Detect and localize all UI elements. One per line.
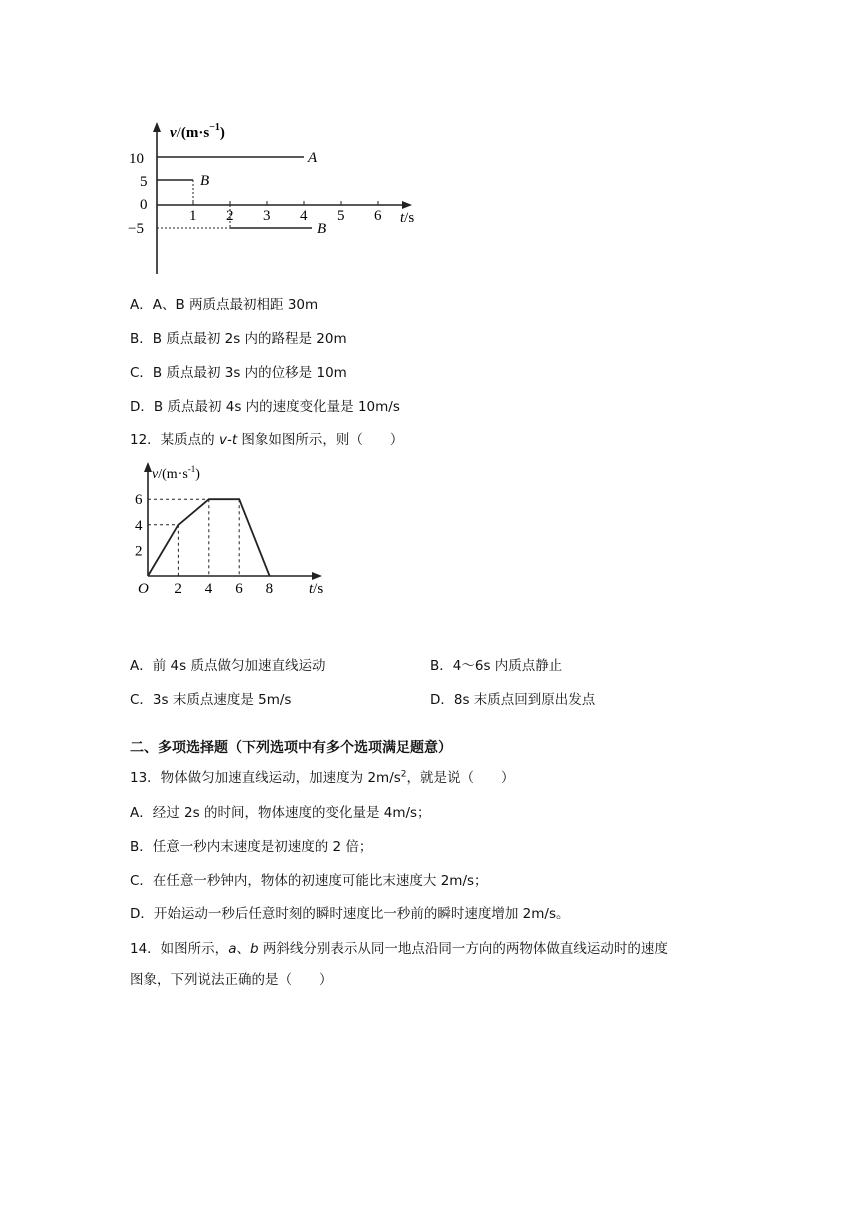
q12-stem-pre: 12．某质点的 bbox=[130, 432, 219, 448]
q11-option-b[interactable]: B．B 质点最初 2s 内的路程是 20m bbox=[130, 331, 347, 347]
q12-stem-vt: v-t bbox=[218, 432, 238, 448]
chart2-y-tick-label: 6 bbox=[135, 492, 143, 509]
x-tick-label: 5 bbox=[337, 208, 345, 224]
y-axis-label: $v/(m\cdot s^{-1})$ bbox=[170, 122, 225, 141]
chart2-x-tick-label: 8 bbox=[265, 581, 274, 597]
q11-option-c[interactable]: C．B 质点最初 3s 内的位移是 10m bbox=[130, 365, 347, 381]
chart2-x-tick-label: 4 bbox=[204, 581, 213, 597]
chart2-x-tick-label: 2 bbox=[174, 581, 182, 597]
chart2-y-label: $v/(m\cdot s^{-1})$ bbox=[152, 464, 200, 482]
x-tick-label: 6 bbox=[374, 208, 382, 224]
q13-stem-sup: 2 bbox=[400, 769, 407, 780]
q13-option-c[interactable]: C．在任意一秒钟内，物体的初速度可能比末速度大 2m/s； bbox=[130, 873, 488, 889]
q13-option-d[interactable]: D．开始运动一秒后任意时刻的瞬时速度比一秒前的瞬时速度增加 2m/s。 bbox=[130, 906, 570, 922]
q14-stem-line2: 图象，下列说法正确的是（ ） bbox=[130, 972, 333, 988]
x-axis-label: t/s bbox=[400, 210, 415, 226]
chart2-y-arrow bbox=[144, 462, 152, 472]
q12-option-c[interactable]: C．3s 末质点速度是 5m/s bbox=[130, 692, 292, 708]
x-tick-label: 4 bbox=[300, 208, 308, 224]
x-tick-label: 2 bbox=[226, 208, 234, 224]
section-2-title: 二、多项选择题（下列选项中有多个选项满足题意） bbox=[130, 740, 452, 756]
chart2-y-tick-label: 4 bbox=[135, 517, 143, 534]
q13-stem bbox=[130, 766, 515, 786]
y-tick-label: 5 bbox=[140, 174, 148, 190]
x-tick-label: 3 bbox=[263, 208, 271, 224]
series-b-label-bottom: B bbox=[317, 221, 327, 237]
y-tick-label: 10 bbox=[129, 151, 144, 167]
x-axis-arrow bbox=[402, 201, 412, 209]
q11-option-d[interactable]: D．B 质点最初 4s 内的速度变化量是 10m/s bbox=[130, 399, 400, 415]
chart2-x-arrow bbox=[312, 572, 322, 580]
q13-option-b[interactable]: B．任意一秒内末速度是初速度的 2 倍； bbox=[130, 839, 373, 855]
q14-stem-line1 bbox=[130, 937, 668, 957]
series-b-label-top: B bbox=[200, 173, 210, 189]
q14-a: a bbox=[228, 941, 237, 957]
q14-b: b bbox=[249, 941, 259, 957]
q13-stem-pre: 13．物体做匀加速直线运动，加速度为 2m/s bbox=[130, 770, 401, 786]
q12-option-b[interactable]: B．4～6s 内质点静止 bbox=[430, 658, 563, 674]
y-tick-label: 0 bbox=[140, 197, 148, 213]
q13-option-a[interactable]: A．经过 2s 的时间，物体速度的变化量是 4m/s； bbox=[130, 805, 431, 821]
chart2-x-tick-label: O bbox=[138, 581, 149, 597]
q12-option-a[interactable]: A．前 4s 质点做匀加速直线运动 bbox=[130, 658, 326, 674]
chart2-x-label: t/s bbox=[309, 581, 324, 597]
chart2-x-tick-label: 6 bbox=[235, 581, 243, 597]
q12-stem-post: 图象如图所示，则（ ） bbox=[237, 432, 404, 448]
q14-post: 两斜线分别表示从同一地点沿同一方向的两物体做直线运动时的速度 bbox=[258, 941, 668, 957]
q13-stem-post: ，就是说（ ） bbox=[406, 770, 515, 786]
q14-mid: 、 bbox=[236, 941, 250, 957]
figure-2-vt-chart bbox=[125, 458, 335, 600]
x-tick-label: 1 bbox=[189, 208, 197, 224]
q12-option-d[interactable]: D．8s 末质点回到原出发点 bbox=[430, 692, 596, 708]
figure-1-vt-graph bbox=[118, 112, 418, 277]
chart2-y-tick-label: 2 bbox=[135, 543, 143, 560]
series-a-label: A bbox=[308, 150, 318, 166]
q11-option-a[interactable]: A．A、B 两质点最初相距 30m bbox=[130, 297, 319, 313]
y-axis-arrow bbox=[153, 122, 161, 132]
y-tick-label: −5 bbox=[128, 221, 144, 237]
q12-stem bbox=[130, 428, 403, 448]
q14-pre: 14．如图所示， bbox=[130, 941, 229, 957]
